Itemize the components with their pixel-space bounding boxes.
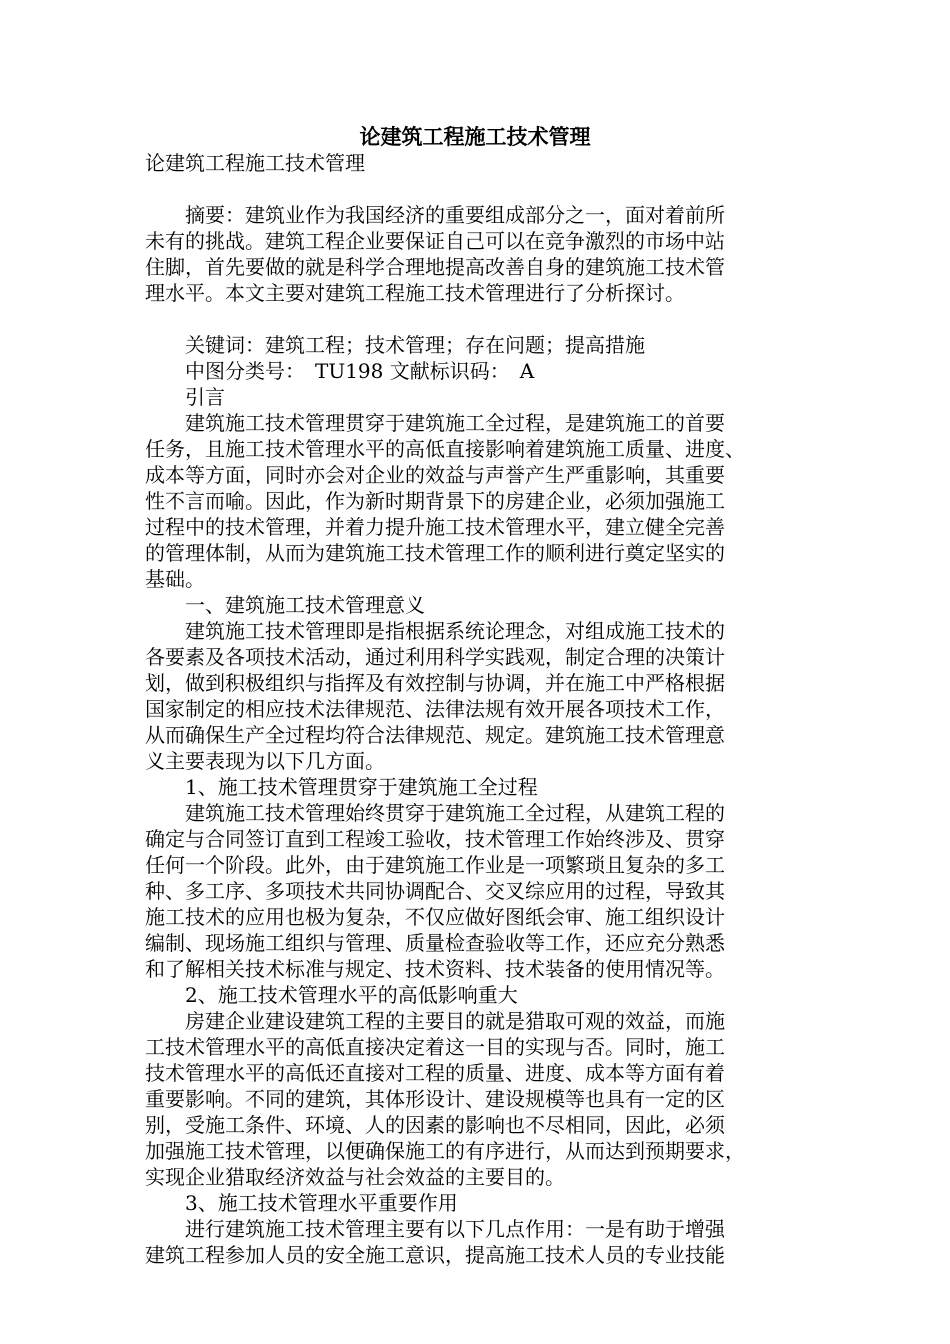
text-line: 确定与合同签订直到工程竣工验收，技术管理工作始终涉及、贯穿 bbox=[145, 827, 725, 851]
text-line: 建筑施工技术管理即是指根据系统论理念，对组成施工技术的 bbox=[145, 619, 725, 643]
text-line: 的管理体制，从而为建筑施工技术管理工作的顺利进行奠定坚实的 bbox=[145, 541, 725, 565]
text-line: 过程中的技术管理，并着力提升施工技术管理水平，建立健全完善 bbox=[145, 515, 725, 539]
text-line: 任务，且施工技术管理水平的高低直接影响着建筑施工质量、进度、 bbox=[145, 437, 745, 461]
text-line: 建筑工程参加人员的安全施工意识，提高施工技术人员的专业技能 bbox=[145, 1243, 725, 1267]
text-line: 和了解相关技术标准与规定、技术资料、技术装备的使用情况等。 bbox=[145, 957, 725, 981]
text-line: 进行建筑施工技术管理主要有以下几点作用：一是有助于增强 bbox=[145, 1217, 725, 1241]
text-line: 建筑施工技术管理贯穿于建筑施工全过程，是建筑施工的首要 bbox=[145, 411, 725, 435]
text-line: 义主要表现为以下几方面。 bbox=[145, 749, 385, 773]
text-line: 引言 bbox=[145, 385, 225, 409]
text-line: 实现企业猎取经济效益与社会效益的主要目的。 bbox=[145, 1165, 565, 1189]
document-body bbox=[145, 150, 810, 1268]
text-line: 基础。 bbox=[145, 567, 205, 591]
text-line: 理水平。本文主要对建筑工程施工技术管理进行了分析探讨。 bbox=[145, 281, 685, 305]
text-line: 房建企业建设建筑工程的主要目的就是猎取可观的效益，而施 bbox=[145, 1009, 725, 1033]
text-line: 关键词：建筑工程；技术管理；存在问题；提高措施 bbox=[145, 333, 645, 357]
text-line: 建筑施工技术管理始终贯穿于建筑施工全过程，从建筑工程的 bbox=[145, 801, 725, 825]
text-line: 种、多工序、多项技术共同协调配合、交叉综应用的过程，导致其 bbox=[145, 879, 725, 903]
text-line: 划，做到积极组织与指挥及有效控制与协调，并在施工中严格根据 bbox=[145, 671, 725, 695]
blank-line bbox=[145, 306, 810, 332]
document-title: 论建筑工程施工技术管理 bbox=[359, 125, 591, 149]
text-line: 重要影响。不同的建筑，其体形设计、建设规模等也具有一定的区 bbox=[145, 1087, 725, 1111]
text-line: 论建筑工程施工技术管理 bbox=[145, 151, 365, 175]
text-line: 住脚，首先要做的就是科学合理地提高改善自身的建筑施工技术管 bbox=[145, 255, 725, 279]
text-line: 3、施工技术管理水平重要作用 bbox=[145, 1191, 458, 1215]
text-line: 成本等方面，同时亦会对企业的效益与声誉产生严重影响，其重要 bbox=[145, 463, 725, 487]
text-line: 一、建筑施工技术管理意义 bbox=[145, 593, 425, 617]
blank-line bbox=[145, 176, 810, 202]
text-line: 未有的挑战。建筑工程企业要保证自己可以在竞争激烈的市场中站 bbox=[145, 229, 725, 253]
text-line: 技术管理水平的高低还直接对工程的质量、进度、成本等方面有着 bbox=[145, 1061, 725, 1085]
text-line: 任何一个阶段。此外，由于建筑施工作业是一项繁琐且复杂的多工 bbox=[145, 853, 725, 877]
text-line: 从而确保生产全过程均符合法律规范、规定。建筑施工技术管理意 bbox=[145, 723, 725, 747]
text-line: 性不言而喻。因此，作为新时期背景下的房建企业，必须加强施工 bbox=[145, 489, 725, 513]
text-line: 编制、现场施工组织与管理、质量检查验收等工作，还应充分熟悉 bbox=[145, 931, 725, 955]
text-line: 别，受施工条件、环境、人的因素的影响也不尽相同，因此，必须 bbox=[145, 1113, 725, 1137]
text-line: 中图分类号： TU198 文献标识码： A bbox=[145, 359, 535, 383]
text-line: 加强施工技术管理，以便确保施工的有序进行，从而达到预期要求， bbox=[145, 1139, 745, 1163]
text-line: 各要素及各项技术活动，通过利用科学实践观，制定合理的决策计 bbox=[145, 645, 725, 669]
text-line: 国家制定的相应技术法律规范、法律法规有效开展各项技术工作， bbox=[145, 697, 725, 721]
text-line: 1、施工技术管理贯穿于建筑施工全过程 bbox=[145, 775, 538, 799]
text-line: 施工技术的应用也极为复杂，不仅应做好图纸会审、施工组织设计 bbox=[145, 905, 725, 929]
text-line: 摘要：建筑业作为我国经济的重要组成部分之一，面对着前所 bbox=[145, 203, 725, 227]
text-line: 工技术管理水平的高低直接决定着这一目的实现与否。同时，施工 bbox=[145, 1035, 725, 1059]
text-line: 2、施工技术管理水平的高低影响重大 bbox=[145, 983, 518, 1007]
